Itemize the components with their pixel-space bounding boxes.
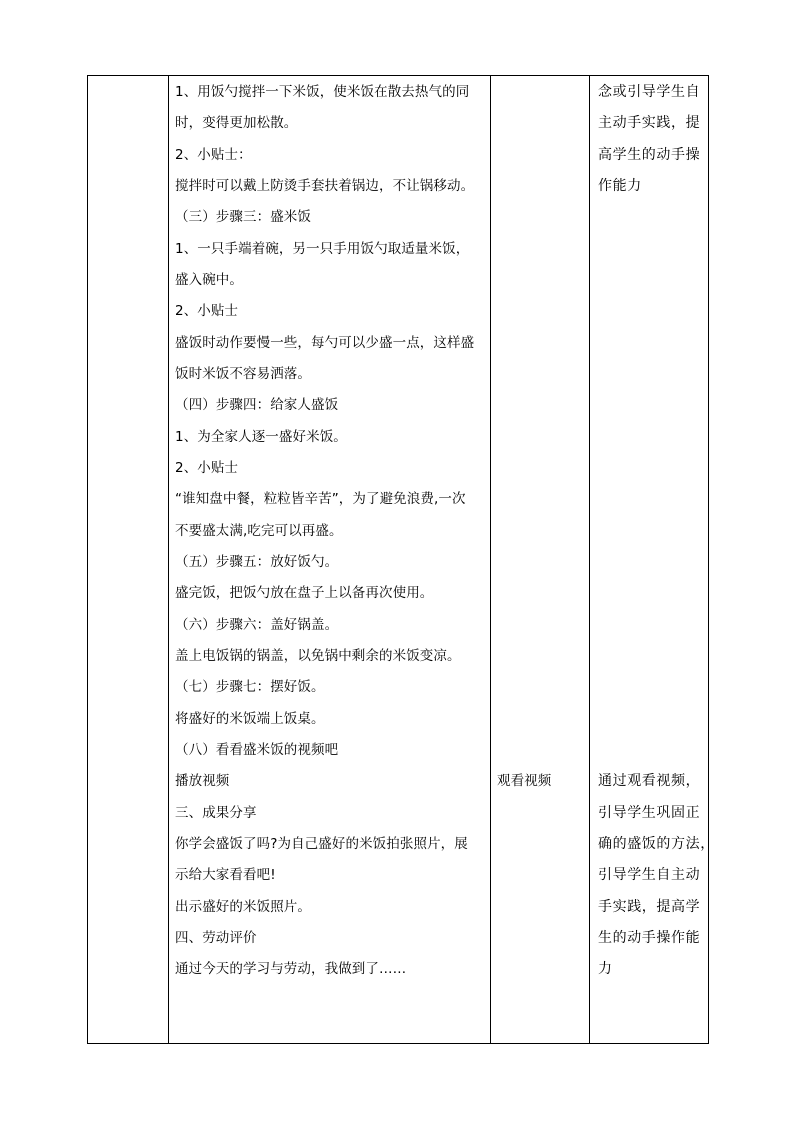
intent-line: 作能力 <box>598 178 642 194</box>
teaching-process-cell <box>169 76 491 1044</box>
lesson-plan-table <box>87 75 715 1044</box>
process-line: 1、用饭勺搅拌一下米饭，使米饭在散去热气的同 <box>175 84 470 100</box>
student-activity-cell <box>491 76 590 1044</box>
intent-line: 念或引导学生自 <box>598 84 701 100</box>
process-line: （四）步骤四：给家人盛饭 <box>175 397 339 413</box>
intent-line: 力 <box>598 961 613 977</box>
process-line: 2、小贴士 <box>175 460 239 476</box>
process-line: 2、小贴士 <box>175 303 239 319</box>
process-line: 四、劳动评价 <box>175 930 257 946</box>
process-line: “谁知盘中餐，粒粒皆辛苦”，为了避免浪费,一次 <box>175 491 466 507</box>
process-line: 盛饭时动作要慢一些，每勺可以少盛一点，这样盛 <box>175 335 475 351</box>
intent-line: 确的盛饭的方法， <box>598 836 715 852</box>
intent-line: 主动手实践，提 <box>598 115 701 131</box>
process-line: （六）步骤六：盖好锅盖。 <box>175 617 339 633</box>
process-line: （五）步骤五：放好饭勺。 <box>175 554 339 570</box>
process-line: 2、小贴士： <box>175 147 252 163</box>
process-line: 通过今天的学习与劳动，我做到了…… <box>175 961 407 977</box>
intent-line: 高学生的动手操 <box>598 147 701 163</box>
process-line: 播放视频 <box>175 773 230 789</box>
intent-line: 手实践，提高学 <box>598 899 701 915</box>
column-1-cell <box>88 76 169 1044</box>
design-intent-cell <box>590 76 715 1044</box>
process-line: 盛完饭，把饭勺放在盘子上以备再次使用。 <box>175 585 434 601</box>
intent-line: 通过观看视频， <box>598 773 701 789</box>
process-line: 将盛好的米饭端上饭桌。 <box>175 711 325 727</box>
process-line: 盛入碗中。 <box>175 272 243 288</box>
intent-line: 引导学生自主动 <box>598 867 701 883</box>
activity-line: 观看视频 <box>497 773 552 789</box>
process-line: 1、为全家人逐一盛好米饭。 <box>175 429 347 445</box>
process-line: 饭时米饭不容易洒落。 <box>175 366 311 382</box>
process-line: （七）步骤七：摆好饭。 <box>175 679 325 695</box>
process-line: 盖上电饭锅的锅盖，以免锅中剩余的米饭变凉。 <box>175 648 461 664</box>
process-line: 不要盛太满,吃完可以再盛。 <box>175 523 343 539</box>
table-row <box>88 76 709 1044</box>
process-line: （三）步骤三：盛米饭 <box>175 209 311 225</box>
process-line: 时，变得更加松散。 <box>175 115 298 131</box>
process-line: 示给大家看看吧! <box>175 867 276 883</box>
process-line: 你学会盛饭了吗?为自己盛好的米饭拍张照片，展 <box>175 836 468 852</box>
process-line: 1、一只手端着碗，另一只手用饭勺取适量米饭， <box>175 241 470 257</box>
intent-line: 引导学生巩固正 <box>598 805 701 821</box>
process-line: 出示盛好的米饭照片。 <box>175 899 311 915</box>
process-line: 三、成果分享 <box>175 805 257 821</box>
intent-line: 生的动手操作能 <box>598 930 701 946</box>
process-line: 搅拌时可以戴上防烫手套扶着锅边，不让锅移动。 <box>175 178 475 194</box>
process-line: （八）看看盛米饭的视频吧 <box>175 742 339 758</box>
